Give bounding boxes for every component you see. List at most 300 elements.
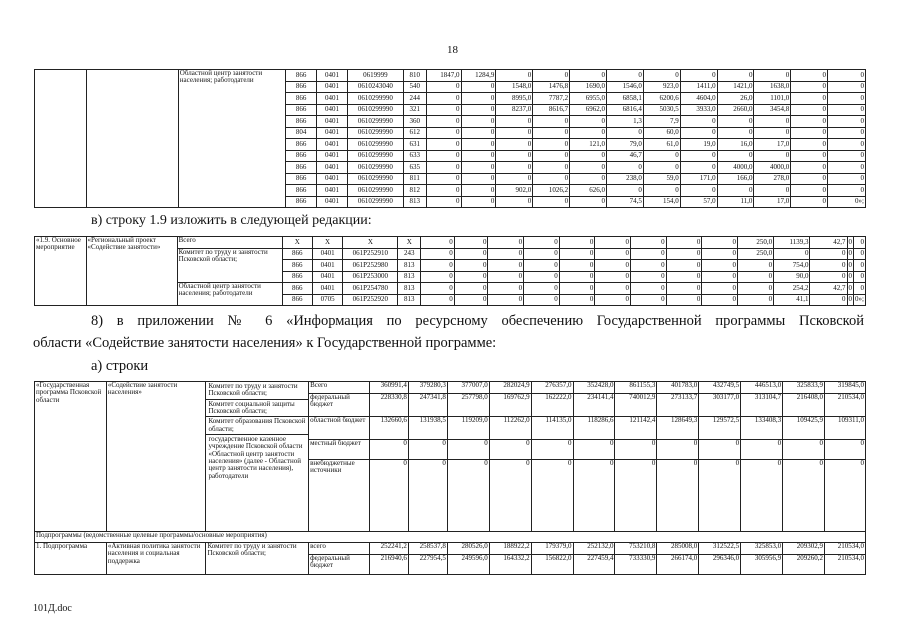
value-cell: 0 bbox=[454, 283, 488, 295]
value-cell: 0 bbox=[791, 127, 828, 139]
value-cell: 41,1 bbox=[774, 294, 810, 306]
value-cell: 0 bbox=[426, 196, 461, 208]
value-cell: 319845,0 bbox=[824, 382, 865, 394]
value-cell: 866 bbox=[286, 139, 317, 151]
value-cell: 0 bbox=[461, 162, 496, 174]
value-cell: 188922,2 bbox=[489, 543, 531, 555]
value-cell: 0 bbox=[533, 196, 570, 208]
value-cell: 635 bbox=[403, 162, 426, 174]
value-cell: 0401 bbox=[317, 70, 348, 82]
value-cell: X bbox=[282, 237, 312, 249]
value-cell: 0 bbox=[461, 116, 496, 128]
value-cell: 121,0 bbox=[570, 139, 607, 151]
value-cell: 0 bbox=[595, 294, 631, 306]
value-cell: 0 bbox=[791, 93, 828, 105]
value-cell: 0 bbox=[702, 237, 738, 249]
source-label-cell: местный бюджет bbox=[309, 440, 370, 460]
value-cell: 1476,8 bbox=[533, 81, 570, 93]
value-cell: 0 bbox=[533, 139, 570, 151]
value-cell: 0 bbox=[854, 237, 866, 249]
value-cell: 866 bbox=[286, 162, 317, 174]
value-cell: 0 bbox=[426, 173, 461, 185]
value-cell: 276357,0 bbox=[531, 382, 573, 394]
value-cell: 131938,5 bbox=[408, 417, 447, 440]
value-cell: 0610299990 bbox=[347, 150, 403, 162]
value-cell: 252132,0 bbox=[573, 543, 615, 555]
value-cell: 0 bbox=[570, 116, 607, 128]
table-row bbox=[35, 532, 866, 543]
value-cell: 0 bbox=[533, 150, 570, 162]
value-cell: 154,0 bbox=[643, 196, 680, 208]
value-cell: 813 bbox=[398, 271, 421, 283]
value-cell: 210534,0 bbox=[824, 555, 865, 575]
value-cell: 0610299990 bbox=[347, 162, 403, 174]
value-cell: 0 bbox=[824, 460, 865, 532]
value-cell: 179379,0 bbox=[531, 543, 573, 555]
value-cell: 0 bbox=[595, 283, 631, 295]
value-cell: 810 bbox=[403, 70, 426, 82]
value-cell: 0 bbox=[533, 70, 570, 82]
value-cell: 1548,0 bbox=[496, 81, 533, 93]
source-label-cell: Всего bbox=[309, 382, 370, 394]
value-cell: 0 bbox=[631, 294, 667, 306]
value-cell: 0 bbox=[854, 271, 866, 283]
value-cell: 17,0 bbox=[754, 139, 791, 151]
executor-item: Комитет по труду и занятости Псковской области; bbox=[206, 382, 308, 400]
value-cell: 0 bbox=[824, 440, 865, 460]
value-cell: 6200,6 bbox=[643, 93, 680, 105]
value-cell: 0 bbox=[607, 162, 644, 174]
value-cell: 0 bbox=[426, 150, 461, 162]
value-cell: 0 bbox=[680, 70, 717, 82]
value-cell: 0610299990 bbox=[347, 127, 403, 139]
value-cell: 0610299990 bbox=[347, 116, 403, 128]
value-cell: 0 bbox=[737, 294, 773, 306]
value-cell: 0 bbox=[426, 162, 461, 174]
value-cell: X bbox=[398, 237, 421, 249]
value-cell: X bbox=[343, 237, 398, 249]
value-cell: 119209,0 bbox=[447, 417, 489, 440]
executor-cell: Комитет по труду и занятости Псковской области; bbox=[206, 543, 309, 575]
value-cell: 8995,0 bbox=[496, 93, 533, 105]
section-header-cell: Подпрограммы (ведомственные целевые программы/основные мероприятия) bbox=[35, 532, 866, 543]
paragraph-8-line1: 8) в приложении № 6 «Информация по ресурсному обеспечению Государственной программы Псковской bbox=[91, 313, 864, 329]
value-cell: 432749,5 bbox=[699, 382, 741, 394]
value-cell: 16,0 bbox=[717, 139, 754, 151]
value-cell: 57,0 bbox=[680, 196, 717, 208]
value-cell: 313104,7 bbox=[741, 394, 783, 417]
value-cell: 0 bbox=[737, 283, 773, 295]
value-cell: 6962,0 bbox=[570, 104, 607, 116]
table-continuation bbox=[34, 69, 866, 208]
value-cell: 923,0 bbox=[643, 81, 680, 93]
value-cell: 0 bbox=[559, 271, 595, 283]
value-cell: 0610299990 bbox=[347, 93, 403, 105]
value-cell: 0 bbox=[828, 116, 866, 128]
value-cell: 6816,4 bbox=[607, 104, 644, 116]
value-cell: 244 bbox=[403, 93, 426, 105]
value-cell: 0 bbox=[791, 150, 828, 162]
value-cell: 061P252980 bbox=[343, 260, 398, 272]
value-cell: 0 bbox=[854, 260, 866, 272]
value-cell: 0 bbox=[489, 460, 531, 532]
value-cell: 0 bbox=[447, 440, 489, 460]
value-cell: 0 bbox=[369, 460, 408, 532]
value-cell: 0 bbox=[783, 440, 825, 460]
value-cell: 0 bbox=[699, 440, 741, 460]
value-cell: 0 bbox=[631, 260, 667, 272]
value-cell: 3454,8 bbox=[754, 104, 791, 116]
value-cell: 0 bbox=[810, 248, 847, 260]
value-cell: 0401 bbox=[317, 185, 348, 197]
value-cell: 0 bbox=[741, 460, 783, 532]
value-cell: 1847,0 bbox=[426, 70, 461, 82]
value-cell: 0 bbox=[631, 271, 667, 283]
value-cell: 128649,3 bbox=[657, 417, 699, 440]
value-cell: 360991,4 bbox=[369, 382, 408, 394]
value-cell: 0705 bbox=[312, 294, 342, 306]
value-cell: 0 bbox=[666, 248, 702, 260]
table-row-1-9 bbox=[34, 236, 866, 306]
value-cell: 866 bbox=[286, 185, 317, 197]
value-cell: 866 bbox=[282, 260, 312, 272]
value-cell: 280526,0 bbox=[447, 543, 489, 555]
executor-cell: Областной центр занятости населения; работодатели bbox=[177, 283, 282, 306]
value-cell: 0 bbox=[573, 440, 615, 460]
value-cell: 0 bbox=[570, 70, 607, 82]
value-cell: 0 bbox=[791, 116, 828, 128]
value-cell: 7,9 bbox=[643, 116, 680, 128]
value-cell: 866 bbox=[286, 150, 317, 162]
value-cell: 0 bbox=[702, 271, 738, 283]
value-cell: 234141,4 bbox=[573, 394, 615, 417]
source-label-cell: всего bbox=[309, 543, 370, 555]
value-cell: 0401 bbox=[317, 127, 348, 139]
value-cell: 0 bbox=[847, 271, 854, 283]
value-cell: 0 bbox=[524, 283, 560, 295]
value-cell: 0 bbox=[810, 260, 847, 272]
value-cell: 0401 bbox=[317, 93, 348, 105]
value-cell: 0 bbox=[791, 139, 828, 151]
value-cell: 0401 bbox=[317, 196, 348, 208]
value-cell: 0»; bbox=[828, 196, 866, 208]
value-cell: 0 bbox=[461, 150, 496, 162]
value-cell: 0 bbox=[828, 127, 866, 139]
value-cell: 0 bbox=[461, 139, 496, 151]
value-cell: 813 bbox=[403, 196, 426, 208]
value-cell: 0 bbox=[595, 271, 631, 283]
value-cell: 273133,7 bbox=[657, 394, 699, 417]
value-cell: 109425,9 bbox=[783, 417, 825, 440]
value-cell: 0 bbox=[595, 260, 631, 272]
value-cell: 0 bbox=[496, 127, 533, 139]
value-cell: 866 bbox=[282, 283, 312, 295]
value-cell: 0 bbox=[737, 260, 773, 272]
value-cell: 0 bbox=[717, 150, 754, 162]
value-cell: 0401 bbox=[312, 283, 342, 295]
value-cell: 4000,0 bbox=[754, 162, 791, 174]
value-cell: 0 bbox=[847, 237, 854, 249]
value-cell: 266174,0 bbox=[657, 555, 699, 575]
value-cell: 0 bbox=[421, 271, 455, 283]
value-cell: 0 bbox=[408, 440, 447, 460]
value-cell: 446513,0 bbox=[741, 382, 783, 394]
value-cell: 227459,4 bbox=[573, 555, 615, 575]
value-cell: 0 bbox=[426, 104, 461, 116]
value-cell: 0 bbox=[573, 460, 615, 532]
value-cell: 0 bbox=[702, 248, 738, 260]
value-cell: 0 bbox=[666, 237, 702, 249]
value-cell: 0 bbox=[496, 139, 533, 151]
source-label-cell: федеральный бюджет bbox=[309, 555, 370, 575]
value-cell: 0 bbox=[426, 81, 461, 93]
program-name-cell: «Государственная программа Псковской области bbox=[35, 382, 107, 532]
value-cell: 0 bbox=[461, 127, 496, 139]
value-cell: 156822,0 bbox=[531, 555, 573, 575]
value-cell: 0 bbox=[754, 70, 791, 82]
value-cell: 325833,9 bbox=[783, 382, 825, 394]
value-cell: 282024,9 bbox=[489, 382, 531, 394]
value-cell: 0 bbox=[791, 104, 828, 116]
value-cell: 0 bbox=[559, 283, 595, 295]
value-cell: 0 bbox=[421, 283, 455, 295]
value-cell: 1,3 bbox=[607, 116, 644, 128]
value-cell: 0 bbox=[615, 440, 657, 460]
value-cell: 631 bbox=[403, 139, 426, 151]
value-cell: 6955,0 bbox=[570, 93, 607, 105]
table-row bbox=[35, 237, 866, 249]
value-cell: 0 bbox=[421, 248, 455, 260]
value-cell: 812 bbox=[403, 185, 426, 197]
value-cell: 0401 bbox=[317, 162, 348, 174]
value-cell: 0 bbox=[791, 185, 828, 197]
executor-cell: Областной центр занятости населения; работодатели bbox=[178, 70, 285, 208]
row-number-cell: «1.9. Основное мероприятие bbox=[35, 237, 87, 306]
value-cell: 0 bbox=[426, 93, 461, 105]
value-cell: 0610243040 bbox=[347, 81, 403, 93]
value-cell: 0 bbox=[643, 185, 680, 197]
total-label-cell: Всего bbox=[177, 237, 282, 249]
value-cell: 0 bbox=[426, 127, 461, 139]
value-cell: 247341,8 bbox=[408, 394, 447, 417]
table-row bbox=[35, 382, 866, 394]
value-cell: 0 bbox=[847, 248, 854, 260]
value-cell: 0 bbox=[496, 196, 533, 208]
value-cell: 633 bbox=[403, 150, 426, 162]
value-cell: 813 bbox=[398, 283, 421, 295]
value-cell: 0 bbox=[488, 271, 524, 283]
value-cell: 42,7 bbox=[810, 237, 847, 249]
value-cell: 0 bbox=[607, 127, 644, 139]
value-cell: 109311,0 bbox=[824, 417, 865, 440]
value-cell: 0619999 bbox=[347, 70, 403, 82]
value-cell: 0 bbox=[524, 271, 560, 283]
value-cell: 0 bbox=[524, 260, 560, 272]
value-cell: 74,5 bbox=[607, 196, 644, 208]
value-cell: 0 bbox=[680, 150, 717, 162]
value-cell: 754,0 bbox=[774, 260, 810, 272]
value-cell: 59,0 bbox=[643, 173, 680, 185]
value-cell: 0 bbox=[680, 127, 717, 139]
value-cell: 0 bbox=[783, 460, 825, 532]
value-cell: 0 bbox=[421, 260, 455, 272]
value-cell: 250,0 bbox=[737, 237, 773, 249]
executor-item: Комитет образования Псковской области; bbox=[206, 417, 308, 435]
value-cell: 0 bbox=[489, 440, 531, 460]
program-title-cell: «Содействие занятости населения» bbox=[106, 382, 206, 532]
value-cell: 0 bbox=[496, 150, 533, 162]
value-cell: 305956,9 bbox=[741, 555, 783, 575]
value-cell: 0 bbox=[828, 70, 866, 82]
value-cell: 0 bbox=[657, 460, 699, 532]
value-cell: 0 bbox=[717, 116, 754, 128]
value-cell: 90,0 bbox=[774, 271, 810, 283]
executor-item: Комитет социальной защиты Псковской области; bbox=[206, 400, 308, 418]
value-cell: 0 bbox=[533, 162, 570, 174]
value-cell: 0 bbox=[791, 173, 828, 185]
value-cell: 303177,0 bbox=[699, 394, 741, 417]
value-cell: 061P254780 bbox=[343, 283, 398, 295]
value-cell: 0610299990 bbox=[347, 196, 403, 208]
value-cell: 0401 bbox=[317, 139, 348, 151]
value-cell: 0»; bbox=[854, 294, 866, 306]
value-cell: 0 bbox=[741, 440, 783, 460]
value-cell: 61,0 bbox=[643, 139, 680, 151]
value-cell: 166,0 bbox=[717, 173, 754, 185]
value-cell: 811 bbox=[403, 173, 426, 185]
value-cell: 0 bbox=[774, 248, 810, 260]
value-cell: 377007,0 bbox=[447, 382, 489, 394]
value-cell: 0 bbox=[631, 283, 667, 295]
value-cell: 0 bbox=[488, 283, 524, 295]
value-cell: 0 bbox=[533, 116, 570, 128]
value-cell: 0 bbox=[461, 81, 496, 93]
value-cell: 0401 bbox=[317, 116, 348, 128]
value-cell: 0 bbox=[559, 294, 595, 306]
value-cell: 252241,2 bbox=[369, 543, 408, 555]
value-cell: 216408,0 bbox=[783, 394, 825, 417]
value-cell: 257798,0 bbox=[447, 394, 489, 417]
value-cell: 210534,0 bbox=[824, 394, 865, 417]
value-cell: 0 bbox=[631, 248, 667, 260]
value-cell: 0 bbox=[570, 196, 607, 208]
value-cell: 121142,4 bbox=[615, 417, 657, 440]
value-cell: 0 bbox=[421, 237, 455, 249]
value-cell: 0 bbox=[754, 185, 791, 197]
source-label-cell: федеральный бюджет bbox=[309, 394, 370, 417]
value-cell: 8616,7 bbox=[533, 104, 570, 116]
value-cell: 0 bbox=[559, 237, 595, 249]
value-cell: 733330,9 bbox=[615, 555, 657, 575]
value-cell: 321 bbox=[403, 104, 426, 116]
value-cell: 0 bbox=[699, 460, 741, 532]
value-cell: 0 bbox=[754, 150, 791, 162]
value-cell: 0 bbox=[791, 70, 828, 82]
value-cell: 0 bbox=[680, 162, 717, 174]
subprogram-title-cell: «Активная политика занятости населения и социальная поддержка bbox=[106, 543, 206, 575]
value-cell: 740012,9 bbox=[615, 394, 657, 417]
footer-filename: 101Д.doc bbox=[33, 603, 72, 614]
value-cell: 0 bbox=[454, 248, 488, 260]
value-cell: 0401 bbox=[317, 150, 348, 162]
value-cell: 0 bbox=[496, 162, 533, 174]
value-cell: 0 bbox=[454, 237, 488, 249]
value-cell: 0 bbox=[828, 162, 866, 174]
value-cell: 0401 bbox=[312, 260, 342, 272]
value-cell: 114135,0 bbox=[531, 417, 573, 440]
value-cell: 0 bbox=[461, 185, 496, 197]
value-cell: 0 bbox=[828, 139, 866, 151]
value-cell: 209302,9 bbox=[783, 543, 825, 555]
value-cell: 11,0 bbox=[717, 196, 754, 208]
value-cell: 0 bbox=[657, 440, 699, 460]
value-cell: 0 bbox=[702, 294, 738, 306]
executor-item: государственное казенное учреждение Псковской области «Областной центр занятости населения» (далее - Областной центр занятости населения), работодатели bbox=[208, 435, 303, 480]
value-cell: 0 bbox=[488, 294, 524, 306]
value-cell: 0 bbox=[607, 70, 644, 82]
value-cell: 0 bbox=[461, 104, 496, 116]
value-cell: 612 bbox=[403, 127, 426, 139]
value-cell: 8237,0 bbox=[496, 104, 533, 116]
value-cell: 0 bbox=[643, 150, 680, 162]
value-cell: 0 bbox=[828, 185, 866, 197]
value-cell: 352428,0 bbox=[573, 382, 615, 394]
value-cell: 0 bbox=[559, 248, 595, 260]
value-cell: 19,0 bbox=[680, 139, 717, 151]
value-cell: 169762,9 bbox=[489, 394, 531, 417]
paragraph-8-line2: области «Содействие занятости населения» к Государственной программе: bbox=[33, 335, 497, 351]
value-cell: 0 bbox=[426, 139, 461, 151]
value-cell: 813 bbox=[398, 294, 421, 306]
value-cell: 866 bbox=[286, 81, 317, 93]
value-cell: 26,0 bbox=[717, 93, 754, 105]
value-cell: 0610299990 bbox=[347, 104, 403, 116]
value-cell: 238,0 bbox=[607, 173, 644, 185]
value-cell: 0 bbox=[454, 294, 488, 306]
value-cell: 228330,8 bbox=[369, 394, 408, 417]
value-cell: 0 bbox=[666, 283, 702, 295]
empty-cell bbox=[35, 70, 87, 208]
value-cell: 061P252910 bbox=[343, 248, 398, 260]
value-cell: 4000,0 bbox=[717, 162, 754, 174]
value-cell: 0 bbox=[524, 237, 560, 249]
value-cell: 0 bbox=[791, 196, 828, 208]
value-cell: 0 bbox=[570, 150, 607, 162]
value-cell: 866 bbox=[282, 294, 312, 306]
value-cell: 1026,2 bbox=[533, 185, 570, 197]
value-cell: 0 bbox=[447, 460, 489, 532]
value-cell: 0 bbox=[426, 185, 461, 197]
value-cell: 866 bbox=[286, 93, 317, 105]
project-name-cell: «Региональный проект «Содействие занятости» bbox=[86, 237, 177, 306]
value-cell: 0 bbox=[680, 116, 717, 128]
value-cell: 129572,5 bbox=[699, 417, 741, 440]
value-cell: 1139,3 bbox=[774, 237, 810, 249]
value-cell: 296346,0 bbox=[699, 555, 741, 575]
value-cell: 1421,0 bbox=[717, 81, 754, 93]
value-cell: 250,0 bbox=[737, 248, 773, 260]
value-cell: 1101,0 bbox=[754, 93, 791, 105]
value-cell: 0 bbox=[828, 81, 866, 93]
value-cell: 0 bbox=[615, 460, 657, 532]
value-cell: 1411,0 bbox=[680, 81, 717, 93]
value-cell: 1284,9 bbox=[461, 70, 496, 82]
value-cell: 0 bbox=[488, 260, 524, 272]
value-cell: 0 bbox=[496, 116, 533, 128]
value-cell: 7787,2 bbox=[533, 93, 570, 105]
value-cell: 0 bbox=[369, 440, 408, 460]
value-cell: 0 bbox=[454, 271, 488, 283]
